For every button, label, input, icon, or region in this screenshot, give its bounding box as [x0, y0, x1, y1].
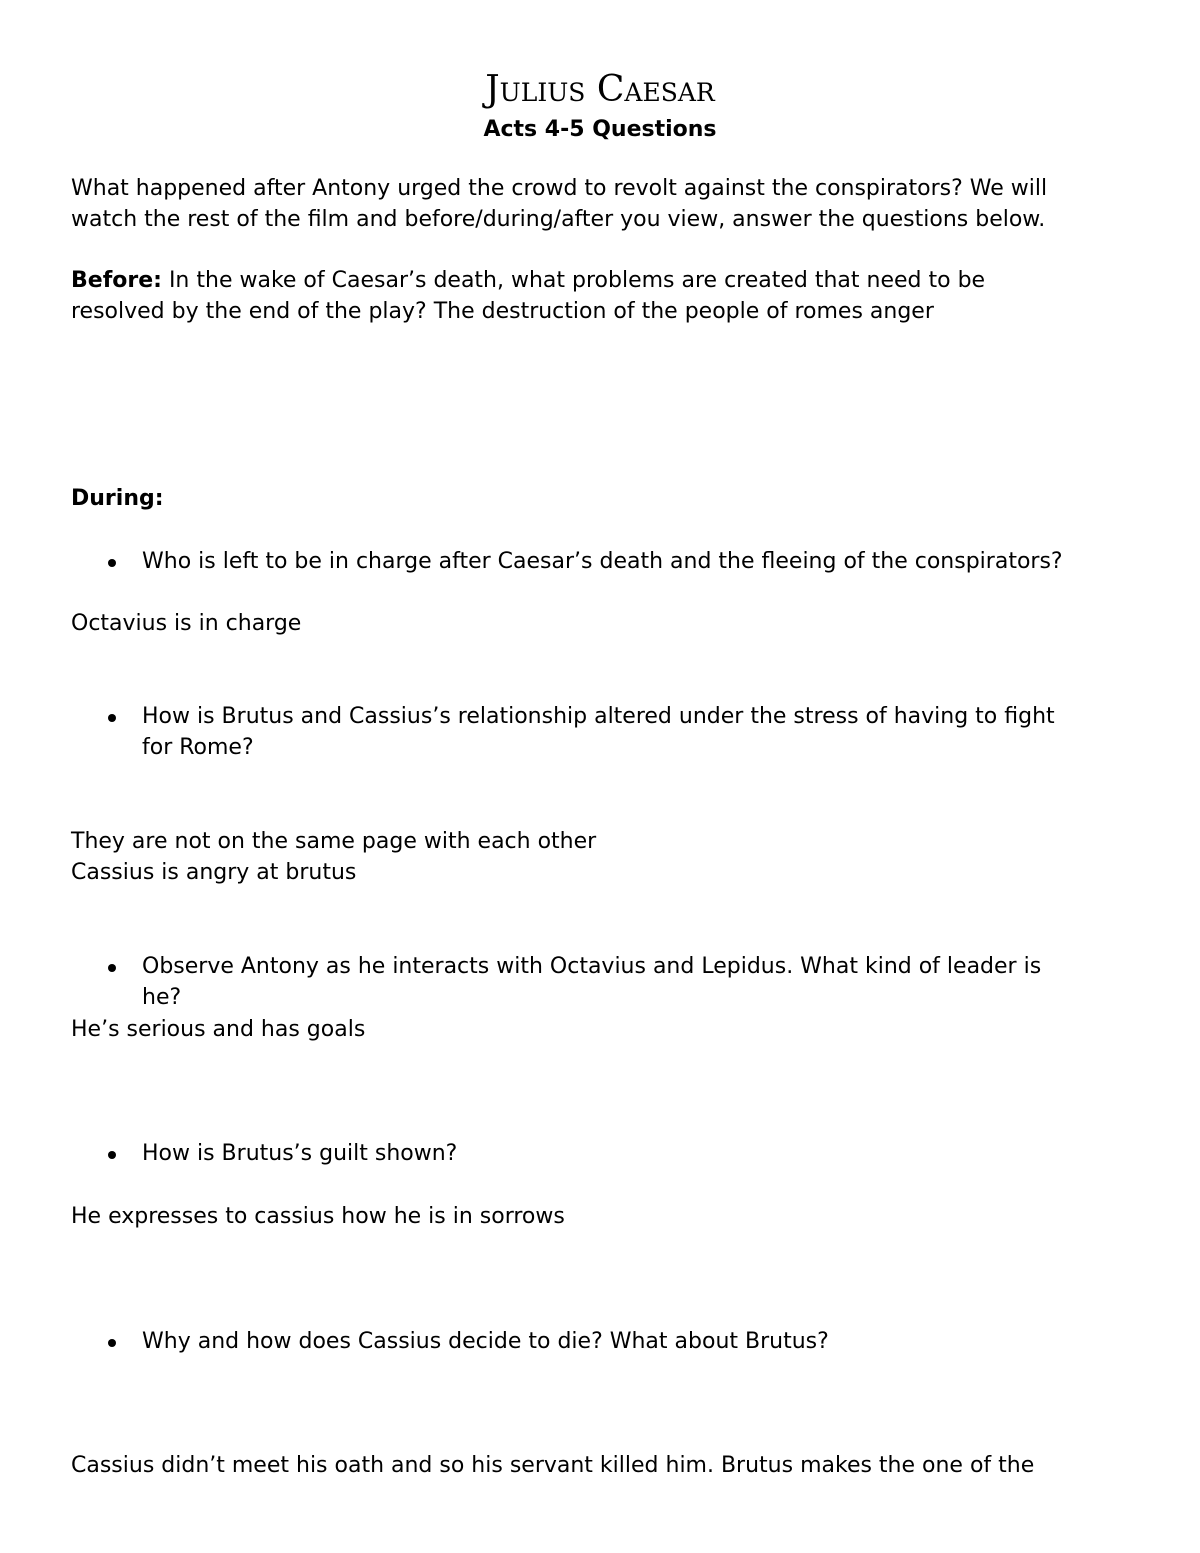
- intro-line-2: watch the rest of the film and before/during/after you view, answer the questions below.: [71, 207, 1046, 232]
- q5-question: Why and how does Cassius decide to die? What about Brutus?: [142, 1329, 829, 1354]
- before-question-line-1: [71, 265, 985, 296]
- q3-question-line-1: Observe Antony as he interacts with Octavius and Lepidus. What kind of leader is: [142, 954, 1042, 979]
- q1-answer: Octavius is in charge: [71, 611, 302, 636]
- q2-answer-line-2: Cassius is angry at brutus: [71, 860, 357, 885]
- during-label: During:: [71, 486, 164, 511]
- before-question-text: In the wake of Caesar’s death, what problems are created that need to be: [161, 268, 986, 293]
- q3-question-line-2: he?: [142, 985, 182, 1010]
- q4-answer: He expresses to cassius how he is in sorrows: [71, 1204, 565, 1229]
- bullet-icon: [108, 714, 116, 722]
- before-question-line-2: resolved by the end of the play? The destruction of the people of romes anger: [71, 299, 934, 324]
- bullet-icon: [108, 1339, 116, 1347]
- bullet-icon: [108, 1151, 116, 1159]
- document-subtitle: Acts 4-5 Questions: [483, 117, 717, 142]
- intro-line-1: What happened after Antony urged the crowd to revolt against the conspirators? We will: [71, 176, 1048, 201]
- q2-question-line-1: How is Brutus and Cassius’s relationship altered under the stress of having to fight: [142, 704, 1055, 729]
- q2-answer-line-1: They are not on the same page with each other: [71, 829, 597, 854]
- document-title: Julius Caesar: [485, 69, 715, 110]
- q5-answer: Cassius didn’t meet his oath and so his servant killed him. Brutus makes the one of the: [71, 1453, 1035, 1478]
- before-label: Before:: [71, 268, 162, 293]
- q2-question-line-2: for Rome?: [142, 735, 254, 760]
- q4-question: How is Brutus’s guilt shown?: [142, 1141, 458, 1166]
- bullet-icon: [108, 964, 116, 972]
- bullet-icon: [108, 559, 116, 567]
- q1-question: Who is left to be in charge after Caesar’s death and the fleeing of the conspirators?: [142, 549, 1063, 574]
- q3-answer: He’s serious and has goals: [71, 1017, 366, 1042]
